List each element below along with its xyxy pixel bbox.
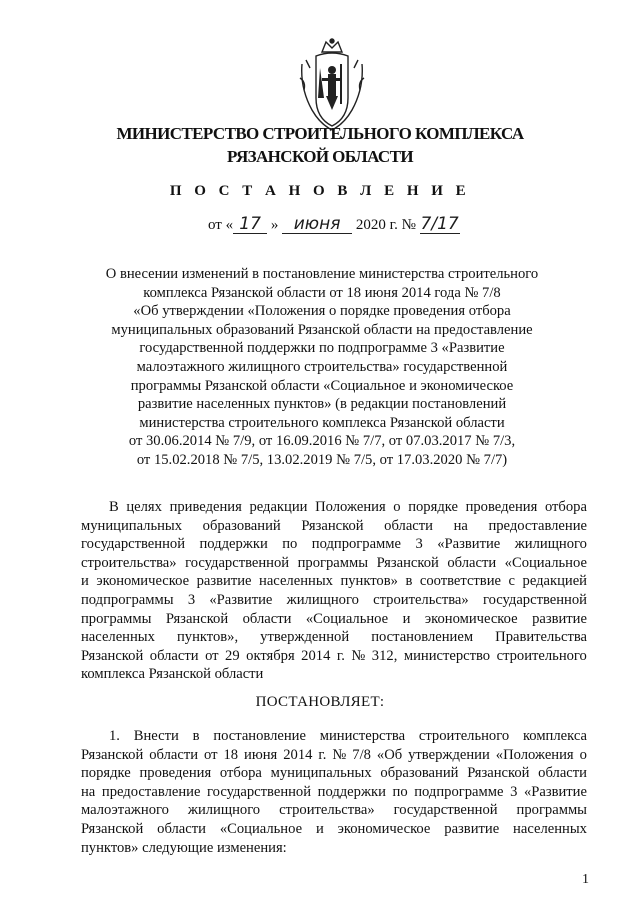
- page-number: 1: [582, 872, 589, 887]
- date-close-quote: »: [270, 217, 279, 233]
- paragraph-line: Рязанской области от 18 июня 2014 г. № 7/8 «Об утверждении «Положения о: [81, 746, 587, 763]
- paragraph-line: государственной поддержки по подпрограмме 3 «Развитие жилищного: [81, 536, 587, 553]
- subject-line: от 30.06.2014 № 7/9, от 16.09.2016 № 7/7, от 07.03.2017 № 7/3,: [128, 433, 516, 450]
- paragraph-line: Рязанской области «Социальное и экономическое развитие населенных: [81, 820, 587, 837]
- ryazan-coat-of-arms-icon: [296, 38, 368, 133]
- subject-line: министерства строительного комплекса Рязанской области: [139, 414, 505, 431]
- date-month-handwritten: июня: [282, 215, 352, 234]
- subject-line: комплекса Рязанской области от 18 июня 2014 года № 7/8: [143, 284, 501, 301]
- paragraph-line: подпрограммы 3 «Развитие жилищного строительства» государственной: [81, 591, 587, 608]
- subject-line: О внесении изменений в постановление министерства строительного: [105, 266, 539, 282]
- date-day-handwritten: 17: [233, 215, 267, 234]
- date-year: 2020 г.: [355, 217, 398, 233]
- paragraph-line: муниципальных образований Рязанской области на предоставление: [81, 517, 587, 534]
- document-subject: [100, 265, 544, 470]
- subject-line: программы Рязанской области «Социальное и экономическое: [130, 377, 514, 394]
- ministry-name-line1: МИНИСТЕРСТВО СТРОИТЕЛЬНОГО КОМПЛЕКСА: [116, 124, 524, 143]
- paragraph-line: 1. Внести в постановление министерства строительного комплекса: [109, 728, 587, 744]
- paragraph-line: В целях приведения редакции Положения о порядке проведения отбора: [109, 499, 587, 515]
- paragraph-line: строительства» государственной программы Рязанской области «Социальное: [81, 554, 587, 571]
- preamble-paragraph: [81, 498, 587, 684]
- document-number-handwritten: 7/17: [420, 214, 459, 234]
- document-type-title: П О С Т А Н О В Л Е Н И Е: [169, 183, 471, 199]
- subject-line: государственной поддержки по подпрограмме 3 «Развитие: [139, 340, 505, 357]
- paragraph-line: порядке проведения отбора муниципальных образований Рязанской области: [81, 765, 587, 782]
- subject-line: муниципальных образований Рязанской области на предоставление: [111, 321, 533, 338]
- number-label: №: [401, 217, 416, 233]
- subject-line: от 15.02.2018 № 7/5, 13.02.2019 № 7/5, от 17.03.2020 № 7/7): [136, 451, 508, 468]
- decree-word: ПОСТАНОВЛЯЕТ:: [255, 694, 385, 710]
- paragraph-line: комплекса Рязанской области: [81, 666, 264, 683]
- date-prefix: от «: [208, 217, 234, 233]
- item-1-paragraph: [81, 727, 587, 857]
- subject-line: малоэтажного жилищного строительства» государственной: [136, 358, 508, 375]
- paragraph-line: программы Рязанской области «Социальное и экономическое развитие: [81, 610, 587, 627]
- subject-line: «Об утверждении «Положения о порядке проведения отбора: [133, 303, 511, 320]
- paragraph-line: Рязанской области от 29 октября 2014 г. № 312, министерство строительного: [81, 647, 587, 664]
- paragraph-line: и экономическое развитие населенных пунктов» в соответствие с редакцией: [81, 573, 587, 590]
- date-and-number-line: [208, 215, 460, 234]
- paragraph-line: пунктов» следующие изменения:: [81, 839, 287, 856]
- paragraph-line: малоэтажного жилищного строительства» государственной программы: [81, 802, 587, 819]
- subject-line: развитие населенных пунктов» (в редакции постановлений: [137, 396, 507, 413]
- paragraph-line: населенных пунктов», утвержденной постановлением Правительства: [81, 629, 587, 646]
- paragraph-line: на предоставление государственной поддержки по подпрограмме 3 «Развитие: [81, 783, 587, 800]
- ministry-name-line2: РЯЗАНСКОЙ ОБЛАСТИ: [227, 147, 413, 166]
